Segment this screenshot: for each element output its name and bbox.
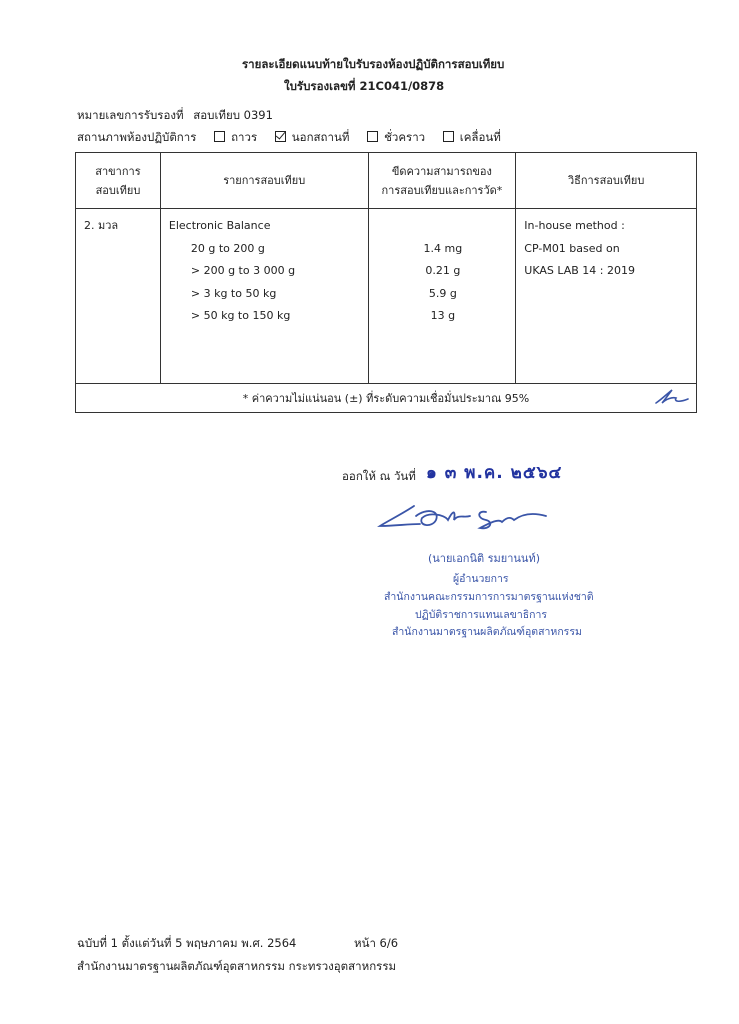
cell-cmc — [368, 209, 516, 384]
status-option-permanent: ถาวร — [214, 130, 257, 144]
issue-date-stamp: ๑ ๓ พ.ค. ๒๕๖๔ — [426, 463, 563, 483]
table-footnote-row — [76, 384, 697, 413]
signatory-title: ผู้อำนวยการ — [453, 573, 509, 585]
header-method: วิธีการสอบเทียบ — [516, 153, 697, 209]
signatory-name: (นายเอกนิติ รมยานนท์) — [428, 552, 540, 565]
document-title: รายละเอียดแนบท้ายใบรับรองห้องปฏิบัติการสอบเทียบ — [242, 57, 505, 71]
range-item: > 200 g to 3 000 g — [190, 264, 296, 277]
initials-signature — [654, 387, 690, 407]
method-line: In-house method : — [524, 219, 625, 232]
status-option-mobile: เคลื่อนที่ — [443, 130, 501, 144]
range-item: > 50 kg to 150 kg — [190, 309, 291, 322]
header-item: รายการสอบเทียบ — [160, 153, 368, 209]
signatory-office: สำนักงานมาตรฐานผลิตภัณฑ์อุตสาหกรรม — [392, 626, 582, 638]
method-line: CP-M01 based on — [524, 241, 620, 255]
method-line: UKAS LAB 14 : 2019 — [524, 264, 635, 277]
accreditation-number-value: สอบเทียบ 0391 — [193, 108, 273, 122]
accreditation-number-label: หมายเลขการรับรองที่ — [77, 108, 184, 122]
footer-edition: ฉบับที่ 1 ตั้งแต่วันที่ 5 พฤษภาคม พ.ศ. 2564 — [77, 936, 297, 950]
cmc-value: 1.4 mg — [423, 241, 463, 255]
table-row — [76, 209, 697, 384]
checkbox-checked-icon — [275, 131, 286, 142]
cmc-value: 0.21 g — [425, 264, 461, 277]
status-option-temporary: ชั่วคราว — [367, 130, 425, 144]
cell-item — [160, 209, 368, 384]
cmc-value: 13 g — [430, 309, 456, 322]
table-header-row — [76, 153, 697, 209]
footer-page: หน้า 6/6 — [354, 936, 399, 950]
range-item: > 3 kg to 50 kg — [190, 286, 277, 300]
checkbox-icon — [367, 131, 378, 142]
range-item: 20 g to 200 g — [190, 241, 265, 255]
instrument-name: Electronic Balance — [168, 219, 271, 232]
lab-status-label: สถานภาพห้องปฏิบัติการ — [77, 130, 197, 144]
footnote: * ค่าความไม่แน่นอน (±) ที่ระดับความเชื่อมั่นประมาณ 95% — [76, 384, 697, 413]
signatory-acting: ปฏิบัติราชการแทนเลขาธิการ — [415, 609, 548, 621]
issue-date-label: ออกให้ ณ วันที่ — [342, 469, 416, 483]
cell-field: 2. มวล — [76, 209, 161, 384]
signatory-agency: สำนักงานคณะกรรมการการมาตรฐานแห่งชาติ — [384, 591, 594, 603]
checkbox-icon — [214, 131, 225, 142]
footer-org: สำนักงานมาตรฐานผลิตภัณฑ์อุตสาหกรรม กระทรวงอุตสาหกรรม — [77, 959, 397, 973]
scope-table — [75, 152, 697, 413]
director-signature — [374, 500, 554, 540]
lab-status-row — [77, 129, 501, 147]
cell-method — [516, 209, 697, 384]
cmc-value: 5.9 g — [428, 286, 457, 300]
header-cmc: ขีดความสามารถของ การสอบเทียบและการวัด* — [368, 153, 516, 209]
header-field: สาขาการ สอบเทียบ — [76, 153, 161, 209]
checkbox-icon — [443, 131, 454, 142]
accreditation-number — [77, 107, 273, 125]
certificate-number: ใบรับรองเลขที่ 21C041/0878 — [284, 79, 445, 93]
status-option-onsite: นอกสถานที่ — [275, 130, 350, 144]
